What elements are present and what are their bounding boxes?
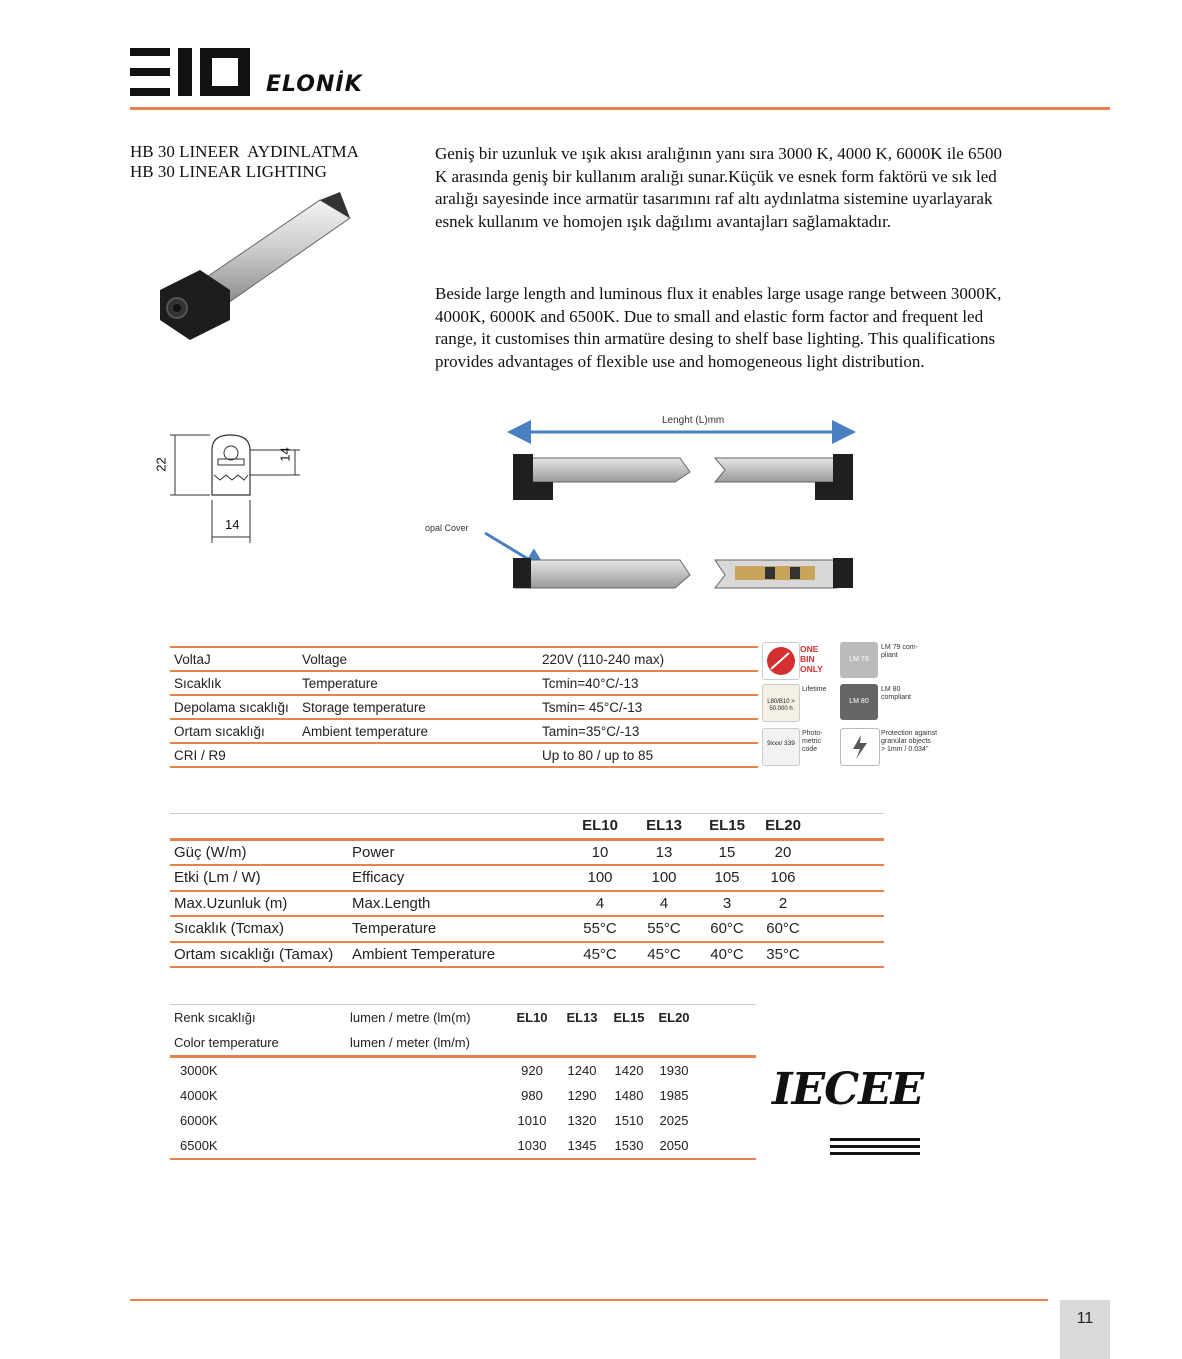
iecee-line-2	[830, 1145, 920, 1148]
perf-row	[170, 916, 884, 942]
lumen-row	[170, 1083, 756, 1108]
product-title-en: HB 30 LINEAR LIGHTING	[130, 162, 327, 181]
lumen-value: 1030	[506, 1133, 558, 1159]
perf-label-en: Efficacy	[348, 865, 570, 891]
perf-value: 106	[756, 865, 810, 891]
lumen-row	[170, 1057, 756, 1084]
lumen-value: 1480	[614, 1088, 644, 1103]
perf-value: 4	[630, 891, 698, 917]
spec-row	[170, 743, 758, 767]
perf-label-tr: Güç (W/m)	[170, 839, 348, 865]
lumen-row	[170, 1108, 756, 1133]
perf-label-tr: Etki (Lm / W)	[170, 865, 348, 891]
performance-table	[170, 813, 884, 968]
iecee-line-1	[830, 1138, 920, 1141]
perf-value: 35°C	[756, 942, 810, 968]
lumen-header-row-en	[170, 1030, 756, 1057]
lumen-header-row	[170, 1005, 756, 1031]
spec-label-tr: Sıcaklık	[170, 671, 298, 695]
spec-label-en: Ambient temperature	[298, 719, 538, 743]
lumen-value: 1290	[567, 1088, 597, 1103]
lumen-table	[170, 1004, 756, 1160]
perf-value: 40°C	[698, 942, 756, 968]
spec-value: 220V (110-240 max)	[538, 647, 758, 671]
spec-label-en: Temperature	[298, 671, 538, 695]
perf-row	[170, 839, 884, 865]
product-title-tr: HB 30 LINEER AYDINLATMA	[130, 142, 359, 161]
one-bin-badge	[762, 642, 800, 680]
perf-value: 10	[570, 839, 630, 865]
brand-logo	[130, 46, 370, 102]
spec-value: Tamin=35°C/-13	[538, 719, 758, 743]
perf-row	[170, 865, 884, 891]
perf-value: 4	[570, 891, 630, 917]
lumen-column-header: EL10	[516, 1010, 548, 1025]
perf-column-header: EL15	[698, 814, 756, 840]
page-number: 11	[1076, 1310, 1094, 1327]
perf-value: 45°C	[570, 942, 630, 968]
length-label: Lenght (L)mm	[662, 415, 725, 426]
perf-value: 45°C	[630, 942, 698, 968]
lumen-value: 920	[521, 1063, 543, 1078]
cover-label: opal Cover	[425, 523, 469, 533]
perf-value: 2	[756, 891, 810, 917]
product-title	[130, 142, 359, 182]
header-divider	[130, 107, 1110, 110]
perf-row	[170, 942, 884, 968]
lumen-value: 1240	[567, 1063, 597, 1078]
lumen-value: 980	[521, 1088, 543, 1103]
perf-value: 100	[570, 865, 630, 891]
perf-header-row	[170, 814, 884, 840]
lumen-head-en-unit: lumen / meter (lm/m)	[346, 1030, 506, 1057]
perf-value: 20	[756, 839, 810, 865]
spec-label-en: Storage temperature	[298, 695, 538, 719]
lumen-color-temp: 3000K	[180, 1063, 218, 1078]
cross-section-drawing	[150, 425, 320, 550]
photometric-text: Photo- metric code	[802, 730, 823, 753]
brand-name: ELONİK	[266, 72, 363, 97]
lm80-badge: LM 80	[840, 684, 878, 720]
lifetime-badge	[762, 684, 800, 722]
lumen-value: 1420	[614, 1063, 644, 1078]
perf-label-en: Ambient Temperature	[348, 942, 570, 968]
lumen-color-temp: 6500K	[170, 1133, 346, 1159]
perf-value: 60°C	[698, 916, 756, 942]
perf-label-tr: Max.Uzunluk (m)	[170, 891, 348, 917]
spec-label-tr: Ortam sıcaklığı	[170, 719, 298, 743]
lumen-value: 1530	[606, 1133, 652, 1159]
perf-value: 105	[698, 865, 756, 891]
lumen-row	[170, 1133, 756, 1159]
perf-label-en: Max.Length	[348, 891, 570, 917]
perf-label-tr: Sıcaklık (Tcmax)	[170, 916, 348, 942]
perf-value: 60°C	[756, 916, 810, 942]
iecee-line-3	[830, 1152, 920, 1155]
spec-value: Up to 80 / up to 85	[538, 743, 758, 767]
spec-label-tr: Depolama sıcaklığı	[170, 695, 298, 719]
protection-text	[881, 730, 941, 754]
spec-value: Tcmin=40°C/-13	[538, 671, 758, 695]
photometric-value: 9xxx/ 339	[767, 740, 795, 747]
lm80-text: LM 80 compliant	[881, 686, 911, 701]
perf-value: 100	[630, 865, 698, 891]
perf-value: 3	[698, 891, 756, 917]
lumen-head-tr-unit: lumen / metre (lm(m)	[350, 1010, 471, 1025]
lifetime-value: L80/B10 > 50.000 h	[767, 699, 795, 712]
lumen-value: 1985	[659, 1088, 689, 1103]
lumen-value: 1930	[659, 1063, 689, 1078]
lumen-value: 2025	[659, 1113, 689, 1128]
spec-value: Tsmin= 45°C/-13	[538, 695, 758, 719]
iecee-logo	[772, 1060, 922, 1160]
spec-label-tr: CRI / R9	[170, 743, 298, 767]
perf-label-en: Power	[348, 839, 570, 865]
perf-value: 55°C	[630, 916, 698, 942]
lumen-color-temp: 4000K	[180, 1088, 218, 1103]
perf-column-header: EL13	[630, 814, 698, 840]
lumen-color-temp: 6000K	[180, 1113, 218, 1128]
lm79-text: LM 79 com- pliant	[881, 644, 918, 659]
lumen-value: 2050	[652, 1133, 696, 1159]
perf-column-header: EL20	[756, 814, 810, 840]
lumen-column-header: EL20	[658, 1010, 690, 1025]
footer-divider	[130, 1299, 1048, 1301]
dim-height-label: 22	[153, 457, 169, 472]
lumen-head-en: Color temperature	[170, 1030, 346, 1057]
product-image	[155, 190, 355, 340]
description-en: Beside large length and luminous flux it enables large usage range between 3000K, 4000K, 6000K and 6500K. Due to small and elastic form factor and frequent led range, it customises thin armatüre desing to shelf base lighting. This qualifications provides advantages of flexible use and homogeneous light distribution.	[435, 284, 1002, 371]
perf-column-header: EL10	[570, 814, 630, 840]
lifetime-text: Lifetime	[802, 686, 827, 693]
iecee-text: IECEE	[772, 1064, 924, 1115]
lumen-column-header: EL15	[613, 1010, 645, 1025]
lumen-value: 1345	[558, 1133, 606, 1159]
lumen-head-tr: Renk sıcaklığı	[174, 1010, 256, 1025]
lumen-value: 1320	[567, 1113, 597, 1128]
photometric-badge	[762, 728, 800, 766]
protection-badge	[840, 728, 880, 766]
perf-value: 13	[630, 839, 698, 865]
elonik-logo-mark	[130, 46, 260, 98]
perf-label-en: Temperature	[348, 916, 570, 942]
spec-label-en	[298, 743, 538, 767]
lumen-value: 1510	[614, 1113, 644, 1128]
description-tr: Geniş bir uzunluk ve ışık akısı aralığının yanı sıra 3000 K, 4000 K, 6000K ile 6500 K arasında geniş bir kullanım aralığı sunar.Küçük ve esnek form faktörü ve sık led aralığı sayesinde ince armatür tasarımını raf altı aydınlatma sistemine uyarlayarak esnek kullanım ve homojen ışık dağılımı avantajları sağlamaktadır.	[435, 144, 1003, 231]
spec-label-tr: VoltaJ	[170, 647, 298, 671]
dim-inner-label: 14	[277, 447, 293, 462]
spec-row	[170, 695, 758, 719]
lumen-column-header: EL13	[566, 1010, 598, 1025]
perf-value: 15	[698, 839, 756, 865]
perf-row	[170, 891, 884, 917]
certification-badges	[760, 640, 940, 770]
lightning-icon	[841, 729, 879, 765]
lm79-badge: LM 79	[840, 642, 878, 678]
spec-table	[170, 646, 758, 768]
protection-value: > 1mm / 0.034"	[881, 746, 929, 753]
one-bin-text: ONE BIN ONLY	[800, 644, 823, 674]
spec-row	[170, 719, 758, 743]
page-number-box	[1060, 1300, 1110, 1359]
protection-desc: Protection against granular objects	[881, 730, 938, 745]
spec-row	[170, 671, 758, 695]
perf-label-tr: Ortam sıcaklığı (Tamax)	[170, 942, 348, 968]
spec-label-en: Voltage	[298, 647, 538, 671]
spec-row	[170, 647, 758, 671]
dim-width-label: 14	[225, 517, 240, 532]
perf-value: 55°C	[570, 916, 630, 942]
lumen-value: 1010	[517, 1113, 547, 1128]
length-drawing	[425, 410, 865, 605]
